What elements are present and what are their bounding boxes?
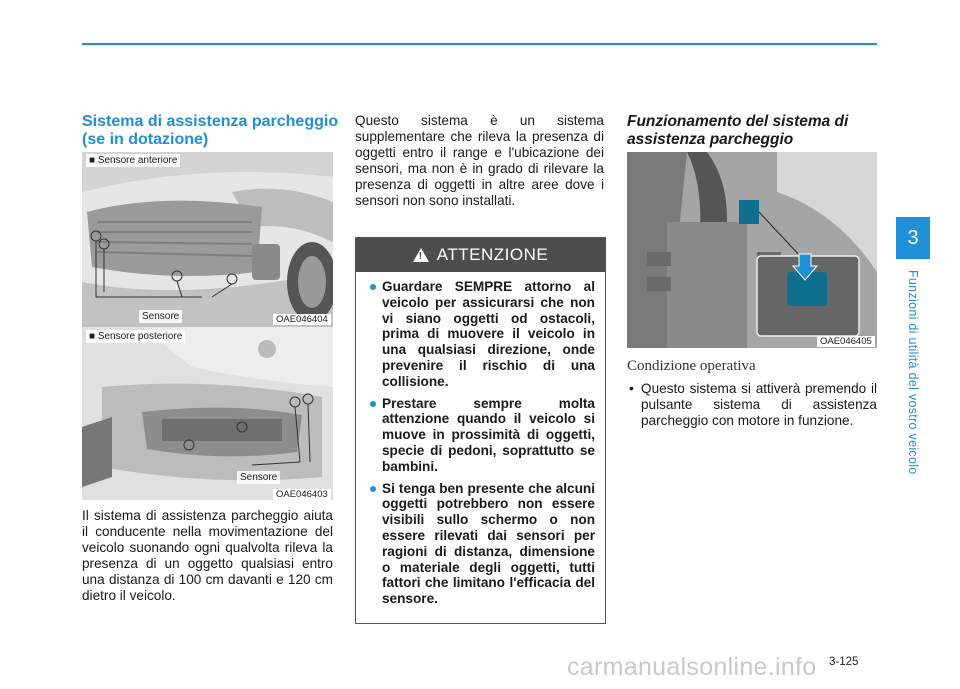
middle-body-text: Questo sistema è un sistema supplementare che rileva la presenza di oggetti entro il range e l'ubicazione dei sensori, ma non è in grado di rilevare la presenza di oggetti in altre aree dove i sensori non sono installati.: [355, 113, 604, 208]
operating-condition-heading: Condizione operativa: [627, 358, 756, 374]
rear-sensor-figure: [82, 327, 333, 500]
left-body-text: Il sistema di assistenza parcheggio aiuta il conducente nella movimentazione del veicolo suonando ogni qualvolta rileva la presenza di un oggetto qualsiasi entro una distanza di 100 cm davanti e 120 cm dietro il veicolo.: [82, 508, 333, 603]
bullet-dot: •: [629, 381, 634, 396]
front-sensor-label: Sensore: [139, 310, 182, 323]
console-figure-code: OAE046405: [817, 336, 875, 347]
section-heading: Sistema di assistenza parcheggio (se in dotazione): [82, 113, 339, 148]
rear-figure-caption: ■ Sensore posteriore: [86, 330, 185, 343]
warning-triangle-icon: !: [413, 248, 429, 262]
chapter-tab: 3: [896, 217, 930, 259]
warning-box: [355, 237, 606, 624]
front-sensor-figure: [82, 152, 333, 327]
console-illustration: [627, 152, 877, 348]
rear-sensor-label: Sensore: [237, 471, 280, 484]
chapter-title: Funzioni di utilità del vostro veicolo: [906, 270, 920, 475]
front-figure-caption: ■ Sensore anteriore: [86, 154, 180, 167]
front-figure-code: OAE046404: [273, 314, 331, 325]
warning-list: [356, 279, 605, 607]
warning-item: Si tenga ben presente che alcuni oggetti potrebbero non essere visibili sullo schermo o non essere rilevati dai sensori per ragioni di distanza, dimensione o materiale degli oggetti, tutti fattori che limitano l'efficacia del sensore.: [370, 481, 595, 607]
front-car-illustration: [82, 152, 333, 327]
warning-item: Guardare SEMPRE attorno al veicolo per assicurarsi che non vi siano oggetti od ostacoli, prima di muovere il veicolo in una qualsiasi direzione, onde prevenire il rischio di una collisione.: [370, 279, 595, 390]
warning-header: [356, 238, 605, 272]
watermark: carmanualsonline.info: [567, 653, 817, 681]
bullet-text: Questo sistema si attiverà premendo il pulsante sistema di assistenza parcheggio con motore in funzione.: [641, 381, 877, 428]
bullet-item: [627, 381, 877, 429]
rear-car-illustration: [82, 327, 333, 500]
warning-title: ATTENZIONE: [436, 245, 549, 264]
console-figure: [627, 152, 877, 348]
operation-heading: Funzionamento del sistema di assistenza parcheggio: [627, 113, 849, 148]
rear-figure-code: OAE046403: [273, 489, 331, 500]
warning-item: Prestare sempre molta attenzione quando il veicolo si muove in prossimità di oggetti, specie di pedoni, soprattutto se bambini.: [370, 396, 595, 475]
top-rule: [82, 43, 877, 45]
page-number: 3-125: [829, 656, 859, 668]
